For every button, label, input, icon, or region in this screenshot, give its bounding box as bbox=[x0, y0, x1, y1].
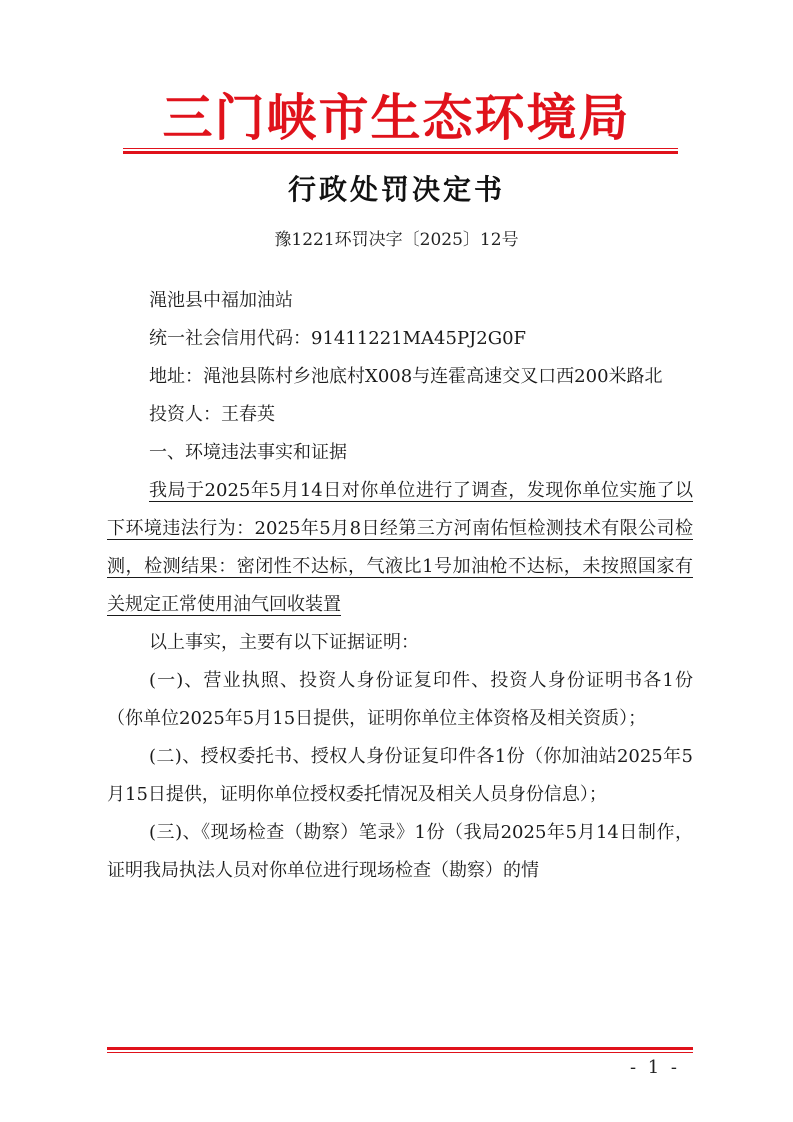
document-body bbox=[107, 282, 693, 890]
footer-rule-thin bbox=[107, 1052, 693, 1053]
page-number: - 1 - bbox=[629, 1057, 680, 1078]
document-number: 豫1221环罚决字〔2025〕12号 bbox=[274, 230, 519, 250]
evidence-intro: 以上事实，主要有以下证据证明： bbox=[149, 632, 419, 653]
masthead-rule-thick bbox=[123, 151, 678, 154]
violation-facts-paragraph bbox=[107, 472, 693, 624]
evidence-item-1: (一)、营业执照、投资人身份证复印件、投资人身份证明书各1份（你单位2025年5月15日提供，证明你单位主体资格及相关资质）； bbox=[107, 670, 693, 729]
party-address: 地址：渑池县陈村乡池底村X008与连霍高速交叉口西200米路北 bbox=[149, 366, 663, 387]
masthead-rule-thin bbox=[123, 148, 678, 149]
agency-masthead: 三门峡市生态环境局 bbox=[162, 88, 631, 147]
party-credit-code: 统一社会信用代码：91411221MA45PJ2G0F bbox=[149, 328, 527, 349]
party-name: 渑池县中福加油站 bbox=[149, 290, 293, 311]
document-title: 行政处罚决定书 bbox=[287, 173, 505, 206]
violation-facts-text: 我局于2025年5月14日对你单位进行了调查，发现你单位实施了以下环境违法行为：2025年5月8日经第三方河南佑恒检测技术有限公司检测，检测结果：密闭性不达标，气液比1号加油枪不达标，未按照国家有关规定正常使用油气回收装置 bbox=[107, 480, 693, 615]
footer-rule-thick bbox=[107, 1047, 693, 1050]
evidence-item-3: (三)、《现场检查（勘察）笔录》1份（我局2025年5月14日制作，证明我局执法人员对你单位进行现场检查（勘察）的情 bbox=[107, 822, 693, 881]
section-heading-violation-facts: 一、环境违法事实和证据 bbox=[149, 442, 347, 463]
party-investor: 投资人：王春英 bbox=[149, 404, 275, 425]
evidence-item-2: (二)、授权委托书、授权人身份证复印件各1份（你加油站2025年5月15日提供，证明你单位授权委托情况及相关人员身份信息）； bbox=[107, 746, 693, 805]
